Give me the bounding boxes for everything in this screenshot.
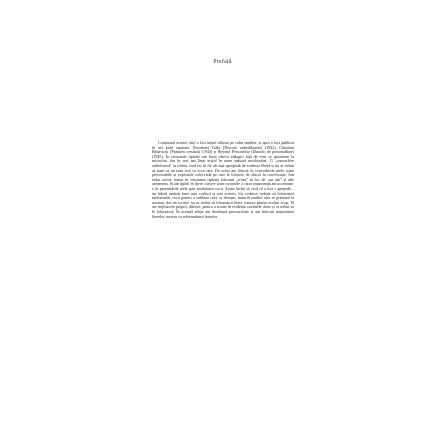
page-heading: Prefață bbox=[213, 59, 232, 65]
preface-paragraph: Conținutul acestei cărți a fost inițial difuzat pe calea undelor, și apoi a fost publicat în trei părți separate: Broadcast Talks (Discuții radiodifuzate) (1942), Christian Behaviour (Purtarea creștină) (1943) și Beyond Personality (Dincolo de personalitate) (1945). În versiunile tipărite am făcut câteva adăugiri față de ceea ce spusesem la microfon, dar în rest am lăsat textul în mare măsură neschimbat. O „convorbire radiofonică” ar trebui, cred eu, să fie cât mai apropiată de vorbirea liberă și nu ar trebui să sune ca un eseu citit cu voce tare. De aceea am folosit, în convorbirile mele, toate prescurtările și expresiile colocviale pe care le folosesc de obicei în conversație. Am redat aceste forme în versiunea tipărită folosind „n-am” în loc de „nu am” și alte asemenea. Și am tipărit în litere cursive toate cuvintele a căror importanță am accentuat-o în prezentările mele prin modularea vocii. Acum înclin să cred că a fost o greșeală – un hibrid nedorit între arta vorbirii și arta scrierii. Un vorbitor trebuie să folosească inflexiunile vocii pentru a sublinia ceea ce dorește, întrucât mediul ales se pretează la aceasta; dar un scriitor nu ar trebui să folosească litere cursive pentru același scop. El are mijloacele proprii, diferite, pentru a scoate în evidență cuvintele cheie și ar trebui să le folosească. În această ediție am desființat prescurtările și am înlocuit majoritatea literelor cursive cu reformularea frazelor. bbox=[152, 140, 294, 219]
